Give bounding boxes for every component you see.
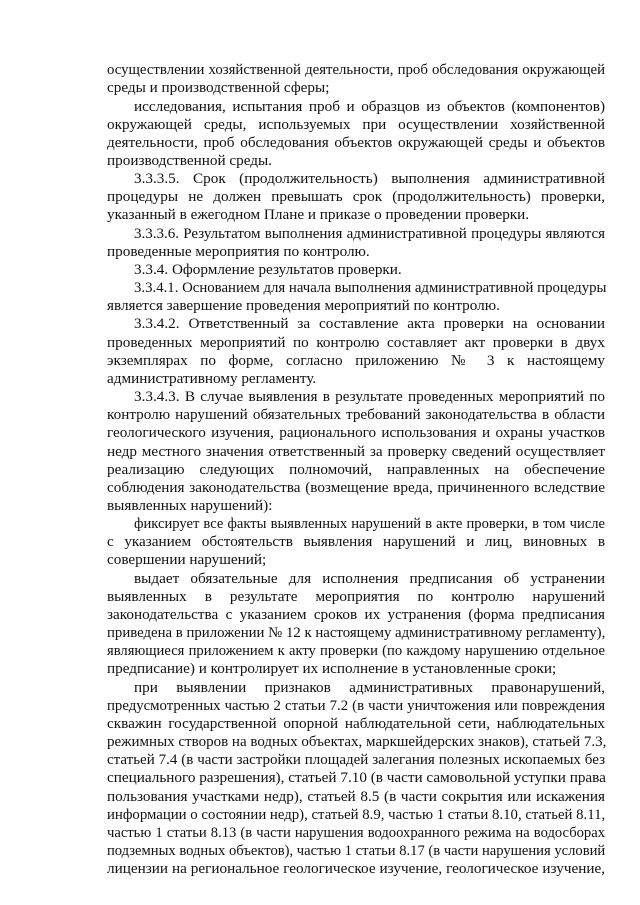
text-line: режимных створов на водных объектах, маркшейдерских знаков), статьей 7.3, [107, 734, 607, 750]
text-line: подземных водных объектов), частью 1 статьи 8.17 (в части нарушения условий [107, 843, 606, 859]
text-line: 3.3.4. Оформление результатов проверки. [134, 261, 402, 278]
text-line: 3.3.3.6. Результатом выполнения административной процедуры являются [134, 226, 605, 242]
text-line: фиксирует все факты выявленных нарушений в акте проверки, в том числе [134, 516, 605, 532]
text-line: исследования, испытания проб и образцов из объектов (компонентов) [134, 98, 605, 115]
text-line: проведенных мероприятий по контролю составляет акт проверки в двух [107, 334, 605, 351]
text-line: частью 1 статьи 8.13 (в части нарушения водоохранного режима на водосборах [107, 825, 605, 841]
text-line: законодательства с указанием сроков их устранения (форма предписания [107, 606, 605, 623]
text-line: реализацию следующих полномочий, направленных на обеспечение [107, 461, 605, 478]
text-line: лицензии на региональное геологическое изучение, геологическое изучение, [107, 860, 605, 877]
text-line: процедуры не должен превышать срок (продолжительность) проверки, [107, 188, 605, 205]
text-line: среды и производственной сферы; [107, 79, 330, 96]
text-line: административному регламенту. [107, 370, 317, 387]
text-line: с указанием обстоятельств выявления нарушений и лиц, виновных в [107, 533, 605, 550]
text-line: 3.3.4.3. В случае выявления в результате проведенных мероприятий по [134, 388, 605, 405]
text-line: выявленных нарушений): [107, 497, 273, 514]
text-line: специального разрешения), статьей 7.10 (в части самовольной уступки права [107, 769, 606, 786]
text-line: производственной среды. [107, 152, 272, 169]
text-line: геологического изучения, рационального использования и охраны участков [107, 424, 605, 441]
text-line: скважин государственной опорной наблюдательной сети, наблюдательных [107, 715, 605, 732]
text-line: предписание) и контролирует их исполнение в установленные сроки; [107, 660, 557, 677]
text-line: соблюдения законодательства (возмещение вреда, причиненного вследствие [107, 479, 605, 496]
text-line: контролю нарушений обязательных требований законодательства в области [107, 406, 605, 423]
text-line: статьей 7.4 (в части застройки площадей залегания полезных ископаемых без [107, 752, 605, 768]
text-line: указанный в ежегодном Плане и приказе о проведении проверки. [107, 206, 530, 223]
text-line: экземплярах по форме, согласно приложению № 3 к настоящему [107, 352, 605, 369]
text-line: 3.3.4.1. Основанием для начала выполнения административной процедуры [134, 280, 607, 296]
text-line: информации о состоянии недр), статьей 8.9, частью 1 статьи 8.10, статьей 8.11, [107, 807, 606, 823]
text-line: предусмотренных частью 2 статьи 7.2 (в части уничтожения или повреждения [107, 698, 605, 714]
text-line: выдает обязательные для исполнения предписания об устранении [134, 570, 605, 587]
text-line: выявленных в результате мероприятия по контролю нарушений [107, 588, 605, 605]
text-line: осуществлении хозяйственной деятельности, проб обследования окружающей [107, 62, 605, 78]
text-line: является завершение проведения мероприятий по контролю. [107, 297, 500, 314]
text-line: 3.3.3.5. Срок (продолжительность) выполнения административной [134, 170, 605, 187]
text-line: недр местного значения ответственный за проверку сведений осуществляет [107, 443, 605, 460]
text-line: деятельности, проб обследования объектов окружающей среды и объектов [107, 134, 605, 151]
text-line: приведена в приложении № 12 к настоящему административному регламенту), [107, 625, 606, 641]
text-line: проведенные мероприятия по контролю. [107, 243, 370, 260]
text-line: являющиеся приложением к акту проверки (по каждому нарушению отдельное [107, 643, 605, 659]
text-line: окружающей среды, используемых при осуществлении хозяйственной [107, 116, 605, 133]
text-line: совершении нарушений; [107, 551, 267, 568]
text-line: 3.3.4.2. Ответственный за составление акта проверки на основании [134, 315, 605, 332]
text-line: пользования участками недр), статьей 8.5 (в части сокрытия или искажения [107, 788, 605, 805]
text-line: при выявлении признаков административных правонарушений, [134, 679, 605, 696]
